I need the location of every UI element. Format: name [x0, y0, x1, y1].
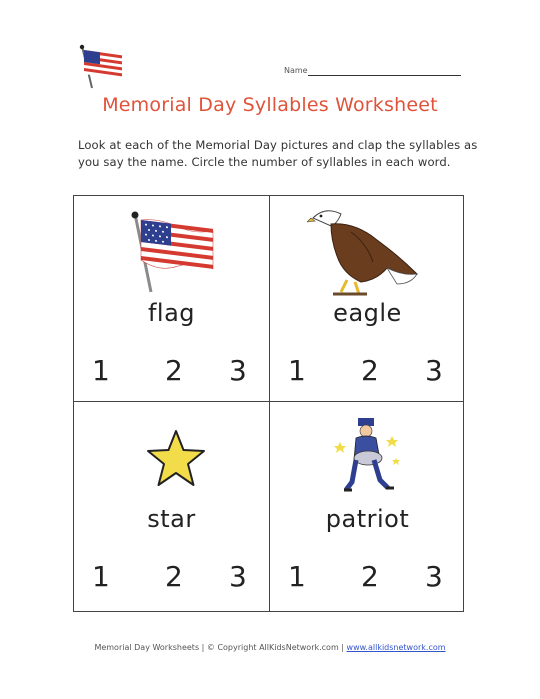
syllable-option-2[interactable]: 2	[361, 354, 379, 387]
cell-patriot	[270, 402, 465, 607]
footer-copyright: © Copyright AllKidsNetwork.com	[206, 643, 339, 652]
footer-separator: |	[199, 643, 207, 652]
cell-eagle	[270, 196, 465, 401]
name-label: Name	[284, 66, 308, 75]
footer	[0, 643, 540, 652]
cell-star	[74, 402, 269, 607]
instructions-text: Look at each of the Memorial Day pictures and clap the syllables as you say the name. Circle the number of syllables in each word.	[78, 138, 478, 169]
syllable-option-1[interactable]: 1	[288, 560, 306, 593]
worksheet-grid	[73, 195, 464, 612]
footer-site-link[interactable]: www.allkidsnetwork.com	[346, 643, 446, 652]
syllable-option-3[interactable]: 3	[425, 354, 443, 387]
syllable-option-1[interactable]: 1	[92, 354, 110, 387]
footer-worksheets-link[interactable]: Memorial Day Worksheets	[94, 643, 200, 652]
star-icon	[145, 428, 207, 490]
syllable-option-1[interactable]: 1	[92, 560, 110, 593]
syllable-option-1[interactable]: 1	[288, 354, 306, 387]
page-title: Memorial Day Syllables Worksheet	[102, 94, 438, 116]
cell-flag	[74, 196, 269, 401]
footer-separator: |	[338, 643, 347, 652]
american-flag-icon	[129, 210, 217, 294]
syllable-option-2[interactable]: 2	[165, 354, 183, 387]
word-label: flag	[147, 299, 196, 327]
syllable-option-2[interactable]: 2	[165, 560, 183, 593]
american-flag-logo-icon	[78, 44, 126, 90]
word-label: star	[147, 505, 196, 533]
name-field-line[interactable]	[308, 75, 461, 76]
syllable-option-3[interactable]: 3	[425, 560, 443, 593]
patriot-drummer-icon	[334, 416, 404, 496]
bald-eagle-icon	[307, 204, 421, 298]
syllable-option-3[interactable]: 3	[229, 354, 247, 387]
syllable-option-3[interactable]: 3	[229, 560, 247, 593]
word-label: eagle	[333, 299, 402, 327]
word-label: patriot	[325, 505, 410, 533]
syllable-option-2[interactable]: 2	[361, 560, 379, 593]
